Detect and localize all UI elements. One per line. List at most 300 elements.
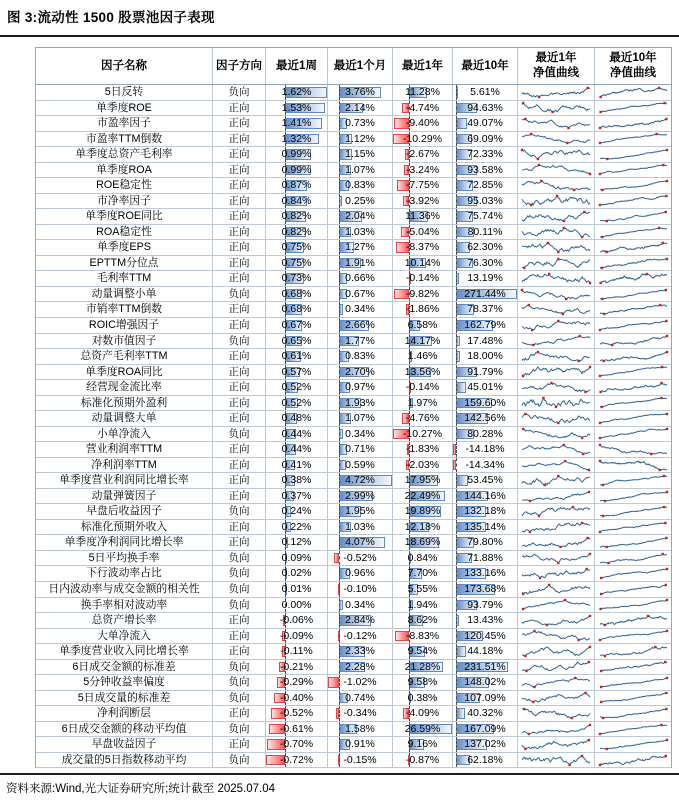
sparkline-extreme-marker [601, 189, 603, 191]
sparkline-extreme-marker [557, 257, 559, 259]
table-row [36, 271, 671, 287]
return-value: 0.09% [281, 551, 312, 564]
sparkline-extreme-marker [659, 304, 661, 306]
sparkline-10y [598, 288, 669, 301]
return-m1-cell [328, 706, 393, 721]
return-y1-cell [393, 582, 453, 597]
sparkline-extreme-marker [523, 266, 525, 268]
sparkline-extreme-marker [522, 375, 524, 377]
sparkline-extreme-marker [521, 149, 523, 151]
sparkline-1y [520, 194, 592, 207]
return-value: 0.83% [345, 179, 375, 192]
return-y10-cell [453, 240, 518, 255]
factor-name: EPTTM分位点 [89, 256, 159, 269]
factor-name: 早盘收益因子 [91, 738, 157, 751]
return-value: -8.37% [405, 241, 440, 254]
table-row [36, 598, 671, 614]
sparkline-extreme-marker [522, 593, 524, 595]
return-m1-cell [328, 535, 393, 550]
sparkline-extreme-marker [662, 164, 664, 166]
factor-name-cell [36, 613, 213, 628]
table-row [36, 132, 671, 148]
table-row [36, 582, 671, 598]
sparkline-extreme-marker [539, 577, 541, 579]
column-header [518, 48, 595, 84]
sparkline-extreme-marker [654, 646, 656, 648]
return-y1-cell [393, 349, 453, 364]
sparkline-extreme-marker [542, 397, 544, 399]
direction-value: 正向 [228, 303, 250, 316]
return-y1-cell [393, 644, 453, 659]
return-m1-cell [328, 147, 393, 162]
return-y1-cell [393, 334, 453, 349]
return-value: 120.45% [464, 629, 506, 642]
factor-name-cell [36, 442, 213, 457]
return-value: 18.69% [404, 536, 441, 549]
direction-value: 负向 [228, 583, 250, 595]
sparkline-10y [598, 552, 669, 565]
factor-name: 5日反转 [104, 86, 144, 98]
column-header [266, 48, 328, 84]
sparkline-extreme-marker [605, 220, 607, 222]
return-value: 0.83% [345, 350, 375, 363]
return-m1-cell [328, 691, 393, 706]
sparkline-10y [598, 101, 669, 114]
sparkline-10y [598, 443, 669, 456]
sparkline-extreme-marker [601, 484, 603, 486]
return-value: 0.52% [281, 381, 312, 394]
sparkline-1y [520, 505, 592, 518]
direction-cell [213, 302, 266, 317]
return-m1-cell [328, 722, 393, 737]
return-value: 71.88% [467, 551, 503, 564]
return-value: 0.71% [345, 443, 375, 456]
table-row [36, 116, 671, 132]
sparkline-1y-cell [518, 101, 595, 116]
return-y1-cell [393, 163, 453, 178]
return-m1-cell [328, 442, 393, 457]
factor-name: 市盈率TTM倒数 [85, 132, 163, 145]
sparkline-extreme-marker [522, 102, 524, 104]
return-value: 1.58% [345, 722, 375, 735]
factor-name-cell [36, 194, 213, 209]
sparkline-extreme-marker [660, 366, 662, 368]
return-y10-cell [453, 442, 518, 457]
table-row [36, 147, 671, 163]
return-m1-cell [328, 675, 393, 690]
return-value: 1.07% [345, 163, 375, 176]
factor-name-cell [36, 520, 213, 535]
table-row [36, 427, 671, 443]
return-y1-cell [393, 442, 453, 457]
sparkline-extreme-marker [658, 468, 660, 470]
return-y1-cell [393, 147, 453, 162]
factor-name: 6日成交金额的标准差 [72, 660, 176, 673]
return-value: 231.51% [464, 660, 506, 673]
column-header-label: 最近1个月 [333, 59, 387, 72]
return-value: 0.75% [281, 256, 312, 269]
direction-value: 正向 [228, 272, 250, 285]
direction-value: 正向 [228, 443, 250, 456]
return-value: -0.87% [405, 753, 440, 766]
sparkline-10y-cell [595, 365, 671, 380]
direction-value: 正向 [228, 365, 250, 378]
sparkline-extreme-marker [559, 546, 561, 548]
sparkline-extreme-marker [588, 739, 590, 741]
return-w1-cell [266, 489, 328, 504]
return-w1-cell [266, 318, 328, 333]
direction-value: 正向 [228, 536, 250, 549]
return-value: -14.18% [465, 443, 505, 456]
factor-name: 市盈率因子 [97, 117, 151, 130]
return-value: 49.07% [467, 117, 503, 130]
sparkline-extreme-marker [568, 763, 570, 765]
sparkline-extreme-marker [657, 87, 659, 89]
return-value: 0.96% [345, 567, 375, 580]
sparkline-1y-cell [518, 209, 595, 224]
factor-name: 标准化预期外盈利 [80, 396, 168, 409]
sparkline-1y-cell [518, 458, 595, 473]
direction-cell [213, 116, 266, 131]
direction-cell [213, 101, 266, 116]
sparkline-10y-cell [595, 489, 671, 504]
sparkline-1y [520, 598, 592, 611]
sparkline-extreme-marker [562, 313, 564, 315]
factor-name: 市销率TTM倒数 [85, 303, 163, 316]
return-w1-cell [266, 644, 328, 659]
return-w1-cell [266, 582, 328, 597]
return-value: 17.95% [404, 474, 441, 487]
sparkline-1y [520, 459, 592, 472]
sparkline-10y-cell [595, 722, 671, 737]
return-value: 1.93% [345, 396, 375, 409]
return-value: 1.03% [345, 520, 375, 533]
return-y1-cell [393, 535, 453, 550]
table-row [36, 411, 671, 427]
return-m1-cell [328, 334, 393, 349]
sparkline-extreme-marker [523, 708, 525, 710]
sparkline-1y [520, 629, 592, 642]
direction-value: 正向 [228, 458, 250, 471]
sparkline-extreme-marker [578, 360, 580, 362]
return-value: 91.79% [467, 365, 503, 378]
return-y1-cell [393, 209, 453, 224]
table-row [36, 209, 671, 225]
return-w1-cell [266, 706, 328, 721]
return-value: 0.52% [281, 396, 312, 409]
sparkline-extreme-marker [661, 553, 663, 555]
factor-name: 动量调整小单 [91, 287, 157, 300]
sparkline-10y [598, 319, 669, 332]
return-y1-cell [393, 256, 453, 271]
sparkline-extreme-marker [598, 763, 600, 765]
sparkline-10y [598, 303, 669, 316]
sparkline-1y [520, 365, 592, 378]
table-row [36, 225, 671, 241]
return-m1-cell [328, 566, 393, 581]
return-m1-cell [328, 551, 393, 566]
sparkline-extreme-marker [589, 366, 591, 368]
return-y1-cell [393, 380, 453, 395]
sparkline-extreme-marker [581, 754, 583, 756]
sparkline-extreme-marker [665, 257, 667, 259]
return-m1-cell [328, 473, 393, 488]
sparkline-1y-cell [518, 613, 595, 628]
factor-name: 单季度ROE [96, 101, 152, 114]
direction-value: 负向 [228, 567, 250, 580]
sparkline-1y [520, 723, 592, 736]
direction-cell [213, 504, 266, 519]
sparkline-1y-cell [518, 753, 595, 768]
sparkline-extreme-marker [603, 313, 605, 315]
direction-cell [213, 163, 266, 178]
return-w1-cell [266, 365, 328, 380]
return-value: 53.45% [467, 474, 503, 487]
direction-value: 正向 [228, 256, 250, 269]
return-w1-cell [266, 535, 328, 550]
return-w1-cell [266, 302, 328, 317]
sparkline-extreme-marker [663, 102, 665, 104]
return-value: 11.36% [405, 210, 440, 223]
return-w1-cell [266, 629, 328, 644]
return-w1-cell [266, 613, 328, 628]
sparkline-extreme-marker [578, 639, 580, 641]
return-value: 0.34% [345, 427, 375, 440]
sparkline-1y-cell [518, 582, 595, 597]
return-m1-cell [328, 427, 393, 442]
return-value: 107.09% [464, 691, 506, 704]
direction-cell [213, 691, 266, 706]
factor-name-cell [36, 566, 213, 581]
factor-name-cell [36, 706, 213, 721]
return-value: 14.17% [404, 334, 441, 347]
return-w1-cell [266, 225, 328, 240]
sparkline-1y-cell [518, 566, 595, 581]
sparkline-extreme-marker [665, 677, 667, 679]
return-m1-cell [328, 613, 393, 628]
sparkline-1y-cell [518, 132, 595, 147]
sparkline-1y-cell [518, 598, 595, 613]
return-w1-cell [266, 101, 328, 116]
sparkline-extreme-marker [538, 515, 540, 517]
return-w1-cell [266, 504, 328, 519]
return-m1-cell [328, 504, 393, 519]
sparkline-extreme-marker [598, 329, 600, 331]
direction-value: 正向 [228, 489, 250, 502]
return-m1-cell [328, 302, 393, 317]
return-y10-cell [453, 706, 518, 721]
return-value: -0.15% [343, 753, 377, 766]
return-value: 72.85% [467, 179, 503, 192]
sparkline-10y-cell [595, 194, 671, 209]
return-m1-cell [328, 116, 393, 131]
return-value: 137.02% [464, 738, 506, 751]
factor-name: 经营现金流比率 [86, 381, 162, 394]
table-row [36, 287, 671, 303]
factor-name: 单季度营业收入同比增长率 [59, 645, 189, 658]
return-m1-cell [328, 349, 393, 364]
return-y1-cell [393, 101, 453, 116]
return-value: -0.06% [279, 614, 314, 627]
sparkline-10y-cell [595, 582, 671, 597]
sparkline-1y-cell [518, 644, 595, 659]
sparkline-extreme-marker [601, 297, 603, 299]
return-w1-cell [266, 240, 328, 255]
column-header [36, 48, 213, 84]
factor-name-cell [36, 691, 213, 706]
return-y1-cell [393, 318, 453, 333]
sparkline-1y [520, 303, 592, 316]
return-y10-cell [453, 116, 518, 131]
sparkline-extreme-marker [579, 335, 581, 337]
return-y1-cell [393, 411, 453, 426]
return-value: 0.67% [345, 287, 375, 300]
return-m1-cell [328, 380, 393, 395]
direction-cell [213, 613, 266, 628]
return-y10-cell [453, 753, 518, 768]
return-m1-cell [328, 660, 393, 675]
sparkline-1y-cell [518, 287, 595, 302]
sparkline-1y-cell [518, 675, 595, 690]
factor-name-cell [36, 240, 213, 255]
sparkline-extreme-marker [563, 226, 565, 228]
sparkline-10y [598, 427, 669, 440]
return-value: 0.57% [281, 365, 312, 378]
figure-title: 图 3:流动性 1500 股票池因子表现 [7, 10, 215, 25]
return-y10-cell [453, 737, 518, 752]
return-value: -1.83% [405, 443, 440, 456]
return-value: 0.82% [281, 210, 312, 223]
sparkline-10y [598, 365, 669, 378]
return-m1-cell [328, 132, 393, 147]
factor-name: 6日成交金额的移动平均值 [61, 722, 187, 735]
sparkline-extreme-marker [564, 459, 566, 461]
sparkline-1y-cell [518, 85, 595, 100]
return-value: 0.91% [345, 738, 375, 751]
return-value: 0.61% [281, 350, 312, 363]
return-value: -4.09% [405, 707, 440, 720]
return-w1-cell [266, 411, 328, 426]
sparkline-extreme-marker [665, 708, 667, 710]
return-value: 0.87% [281, 179, 312, 192]
return-y10-cell [453, 349, 518, 364]
sparkline-extreme-marker [665, 630, 667, 632]
sparkline-10y [598, 598, 669, 611]
return-value: -9.82% [405, 287, 440, 300]
sparkline-extreme-marker [533, 630, 535, 632]
sparkline-extreme-marker [555, 406, 557, 408]
sparkline-1y-cell [518, 722, 595, 737]
return-value: 62.18% [467, 753, 503, 766]
sparkline-10y [598, 660, 669, 673]
return-y1-cell [393, 458, 453, 473]
sparkline-10y [598, 536, 669, 549]
sparkline-1y [520, 691, 592, 704]
return-value: -0.34% [343, 707, 377, 720]
return-w1-cell [266, 334, 328, 349]
return-y10-cell [453, 582, 518, 597]
return-value: 1.91% [345, 256, 375, 269]
sparkline-1y-cell [518, 116, 595, 131]
factor-name-cell [36, 675, 213, 690]
return-value: 0.66% [345, 272, 375, 285]
sparkline-extreme-marker [605, 546, 607, 548]
direction-cell [213, 256, 266, 271]
return-value: 0.73% [281, 272, 312, 285]
return-value: -14.34% [465, 458, 505, 471]
factor-name-cell [36, 85, 213, 100]
return-value: -0.52% [343, 551, 377, 564]
return-value: -0.52% [279, 707, 314, 720]
return-y1-cell [393, 302, 453, 317]
direction-value: 负向 [228, 287, 250, 300]
return-y10-cell [453, 458, 518, 473]
sparkline-extreme-marker [603, 655, 605, 657]
sparkline-10y-cell [595, 411, 671, 426]
return-value: 2.84% [345, 614, 375, 627]
sparkline-10y [598, 474, 669, 487]
table-row [36, 334, 671, 350]
direction-value: 正向 [228, 629, 250, 642]
sparkline-1y-cell [518, 256, 595, 271]
return-value: 72.33% [467, 148, 503, 161]
direction-cell [213, 520, 266, 535]
return-w1-cell [266, 116, 328, 131]
return-value: 0.84% [281, 194, 312, 207]
direction-cell [213, 209, 266, 224]
table-row [36, 535, 671, 551]
return-value: 0.25% [345, 194, 375, 207]
return-w1-cell [266, 163, 328, 178]
return-y10-cell [453, 287, 518, 302]
table-row [36, 302, 671, 318]
return-value: 2.14% [345, 101, 375, 114]
return-value: 1.95% [345, 505, 375, 518]
sparkline-extreme-marker [522, 608, 524, 610]
sparkline-extreme-marker [524, 655, 526, 657]
return-y1-cell [393, 178, 453, 193]
return-y10-cell [453, 209, 518, 224]
direction-cell [213, 396, 266, 411]
sparkline-extreme-marker [581, 521, 583, 523]
return-y1-cell [393, 240, 453, 255]
return-value: 167.09% [464, 722, 506, 735]
return-w1-cell [266, 132, 328, 147]
sparkline-extreme-marker [600, 701, 602, 703]
return-value: 0.22% [281, 520, 312, 533]
sparkline-extreme-marker [665, 149, 667, 151]
return-value: 0.99% [281, 148, 312, 161]
return-value: 17.48% [467, 334, 503, 347]
direction-value: 负向 [228, 660, 250, 673]
direction-cell [213, 442, 266, 457]
sparkline-extreme-marker [522, 428, 524, 430]
return-y10-cell [453, 147, 518, 162]
column-header [328, 48, 393, 84]
sparkline-extreme-marker [665, 568, 667, 570]
return-value: 1.77% [345, 334, 375, 347]
direction-cell [213, 582, 266, 597]
return-y10-cell [453, 132, 518, 147]
return-y1-cell [393, 566, 453, 581]
return-y10-cell [453, 691, 518, 706]
return-value: -1.86% [405, 303, 440, 316]
factor-name: 毛利率TTM [96, 272, 152, 285]
sparkline-1y [520, 288, 592, 301]
sparkline-10y [598, 381, 669, 394]
sparkline-10y-cell [595, 660, 671, 675]
sparkline-1y [520, 754, 592, 767]
